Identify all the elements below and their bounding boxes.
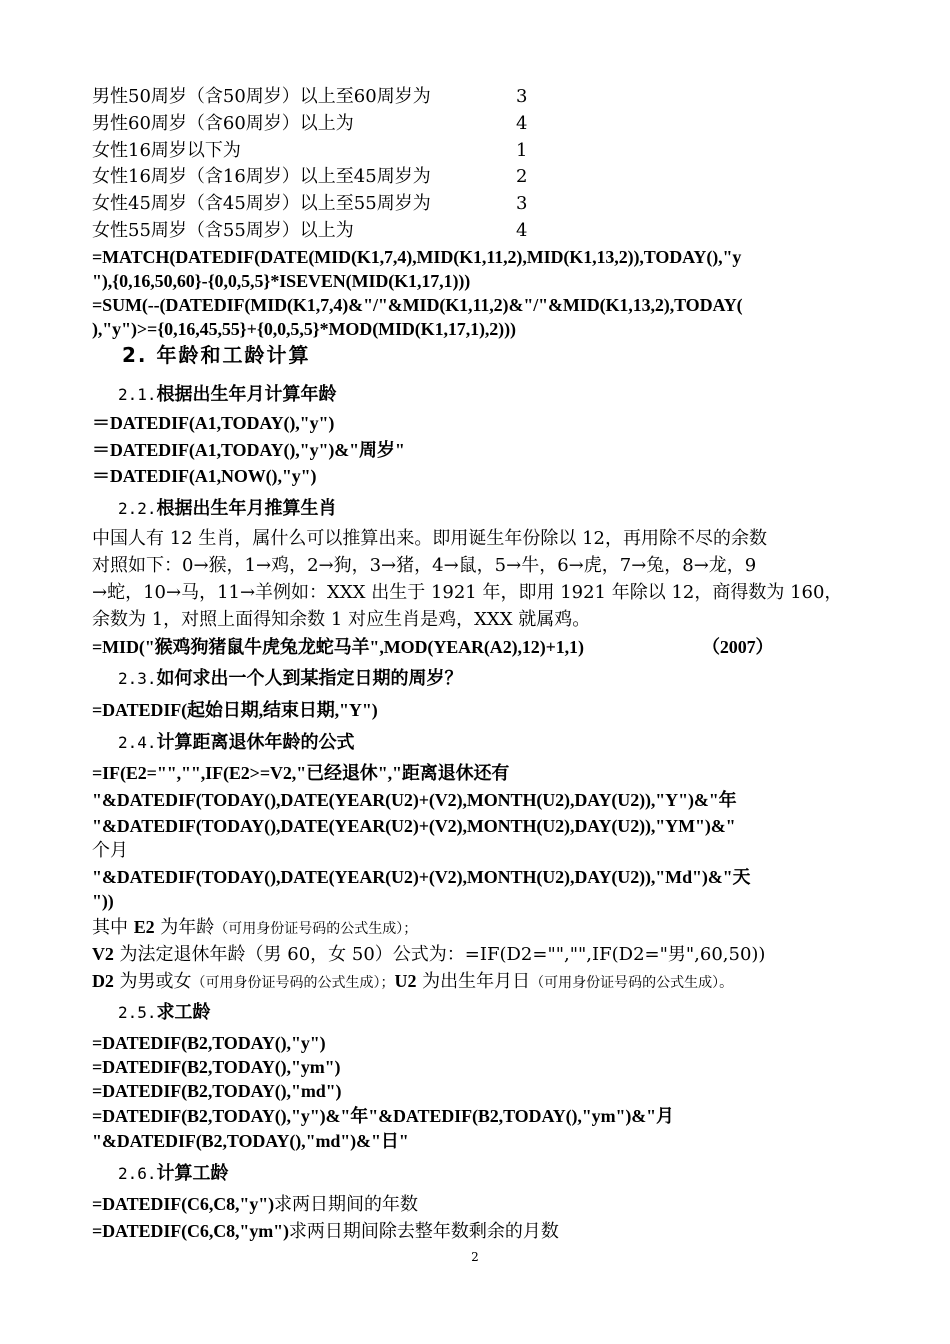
note-text: 为出生年月日: [416, 971, 531, 992]
formula-line: "&DATEDIF(TODAY(),DATE(YEAR(U2)+(V2),MONTH(U2),DAY(U2)),"YM")&": [92, 816, 736, 836]
note-ref: E2: [133, 917, 155, 937]
subsection-heading: [118, 730, 355, 756]
formula-code: =DATEDIF(C6,C8,"ym"): [92, 1221, 289, 1241]
formula-line: [92, 1218, 559, 1245]
page-number: 2: [471, 1250, 479, 1264]
note-line: [92, 941, 765, 968]
paragraph-line: →蛇，10→马，11→羊例如：XXX 出生于 1921 年，即用 1921 年除以 12，商得数为 160，: [92, 582, 843, 603]
formula-line: "&DATEDIF(TODAY(),DATE(YEAR(U2)+(V2),MONTH(U2),DAY(U2)),"Y")&"年: [92, 790, 737, 810]
formula-line: [92, 1191, 418, 1218]
section-title: 年龄和工龄计算: [156, 343, 311, 367]
formula-line: =DATEDIF(B2,TODAY(),"y")&"年"&DATEDIF(B2,TODAY(),"ym")&"月: [92, 1106, 674, 1126]
subsection-title: 求工龄: [156, 1002, 211, 1023]
formula-line: ")): [92, 891, 114, 911]
subsection-title: 计算距离退休年龄的公式: [156, 732, 355, 753]
note-ref: U2: [394, 971, 417, 991]
note-small: （可用身份证号码的公式生成）；: [191, 975, 395, 991]
subsection-heading: [118, 1161, 229, 1187]
note-ref: V2: [92, 944, 114, 964]
formula-line: ＝DATEDIF(A1,TODAY(),"y")&"周岁": [92, 440, 405, 460]
age-group-label: 女性16周岁以下为: [92, 140, 241, 161]
paragraph-line: 中国人有 12 生肖，属什么可以推算出来。即用诞生年份除以 12，再用除不尽的余数: [92, 528, 767, 549]
subsection-title: 根据出生年月推算生肖: [156, 498, 337, 519]
note-ref: D2: [92, 971, 114, 991]
section-number: 2.: [122, 343, 148, 367]
paragraph-line: 对照如下：0→猴，1→鸡，2→狗，3→猪，4→鼠，5→牛，6→虎，7→兔，8→龙，9: [92, 555, 757, 576]
subsection-title: 根据出生年月计算年龄: [156, 384, 337, 405]
formula-note: （2007）: [702, 637, 774, 657]
age-group-value: 3: [516, 86, 528, 107]
formula-line: =IF(E2="","",IF(E2>=V2,"已经退休","距离退休还有: [92, 763, 510, 783]
note-text: 为男或女: [113, 971, 192, 992]
note-line: [92, 914, 417, 942]
age-group-label: 男性60周岁（含60周岁）以上为: [92, 113, 354, 134]
formula-line: ＝DATEDIF(A1,TODAY(),"y"): [92, 413, 335, 433]
subsection-number: 2.5.: [118, 1003, 157, 1022]
formula-desc: 求两日期间的年数: [274, 1194, 419, 1215]
formula-line: "),{0,16,50,60}-{0,0,5,5}*ISEVEN(MID(K1,17,1))): [92, 271, 471, 291]
subsection-number: 2.2.: [118, 499, 157, 518]
note-text: 为年龄: [154, 917, 215, 938]
formula-line: =MATCH(DATEDIF(DATE(MID(K1,7,4),MID(K1,11,2),MID(K1,13,2)),TODAY(),"y: [92, 247, 742, 267]
age-group-value: 1: [516, 140, 528, 161]
paragraph-line: 余数为 1，对照上面得知余数 1 对应生肖是鸡，XXX 就属鸡。: [92, 609, 591, 630]
subsection-number: 2.4.: [118, 733, 157, 752]
subsection-number: 2.6.: [118, 1164, 157, 1183]
subsection-heading: [118, 496, 337, 522]
subsection-title: 计算工龄: [156, 1163, 229, 1184]
age-group-value: 3: [516, 193, 528, 214]
age-group-value: 4: [516, 113, 528, 134]
formula-line: =DATEDIF(B2,TODAY(),"ym"): [92, 1057, 341, 1077]
formula-line: =DATEDIF(B2,TODAY(),"md"): [92, 1081, 342, 1101]
age-group-value: 2: [516, 166, 528, 187]
age-group-value: 4: [516, 220, 528, 241]
formula-line: =DATEDIF(起始日期,结束日期,"Y"): [92, 700, 378, 720]
formula-line: ＝DATEDIF(A1,NOW(),"y"): [92, 466, 317, 486]
formula-line: 个月: [92, 840, 128, 861]
formula-line: "&DATEDIF(TODAY(),DATE(YEAR(U2)+(V2),MONTH(U2),DAY(U2)),"Md")&"天: [92, 867, 751, 887]
formula-line: "&DATEDIF(B2,TODAY(),"md")&"日": [92, 1131, 409, 1151]
subsection-number: 2.3.: [118, 669, 157, 688]
subsection-heading: [118, 666, 463, 692]
note-small: （可用身份证号码的公式生成）。: [530, 975, 734, 991]
age-group-label: 女性16周岁（含16周岁）以上至45周岁为: [92, 166, 431, 187]
formula-line: ),"y")>={0,16,45,55}+{0,0,5,5}*MOD(MID(K1,17,1),2))): [92, 319, 516, 339]
formula-line: =SUM(--(DATEDIF(MID(K1,7,4)&"/"&MID(K1,11,2)&"/"&MID(K1,13,2),TODAY(: [92, 295, 743, 315]
formula-desc: 求两日期间除去整年数剩余的月数: [288, 1221, 559, 1242]
section-heading: [122, 342, 310, 368]
subsection-heading: [118, 382, 337, 408]
note-small: （可用身份证号码的公式生成）；: [214, 921, 418, 937]
subsection-heading: [118, 1000, 211, 1026]
formula-code: =DATEDIF(C6,C8,"y"): [92, 1194, 275, 1214]
note-text: 为法定退休年龄（男 60，女 50）公式为：=IF(D2="","",IF(D2="男",60,50)): [113, 944, 766, 965]
note-text: 其中: [92, 917, 134, 938]
age-group-label: 男性50周岁（含50周岁）以上至60周岁为: [92, 86, 431, 107]
formula-line: =DATEDIF(B2,TODAY(),"y"): [92, 1033, 326, 1053]
age-group-label: 女性55周岁（含55周岁）以上为: [92, 220, 354, 241]
formula-line: =MID("猴鸡狗猪鼠牛虎兔龙蛇马羊",MOD(YEAR(A2),12)+1,1): [92, 637, 584, 657]
subsection-title: 如何求出一个人到某指定日期的周岁？: [156, 668, 463, 689]
subsection-number: 2.1.: [118, 385, 157, 404]
age-group-label: 女性45周岁（含45周岁）以上至55周岁为: [92, 193, 431, 214]
note-line: [92, 968, 733, 996]
